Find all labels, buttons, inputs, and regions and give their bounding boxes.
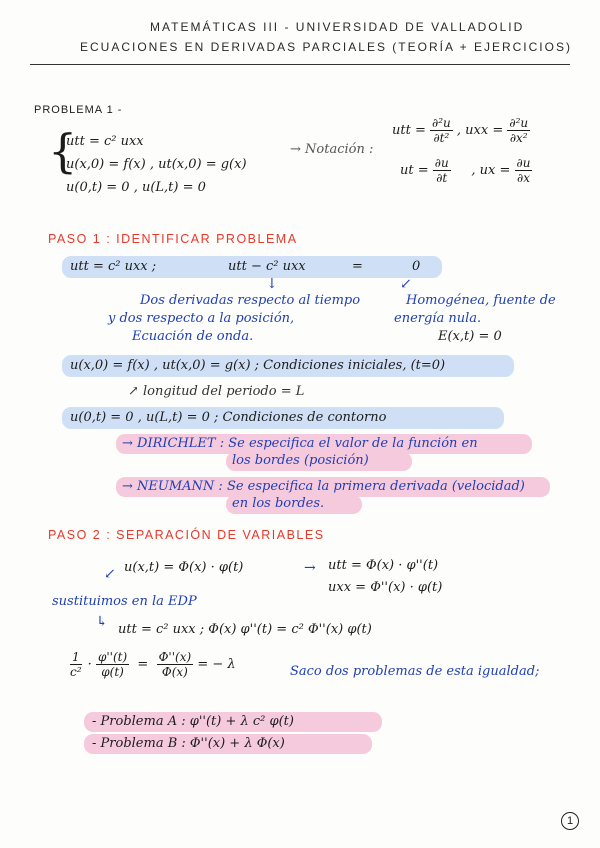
arrow-down-icon: ↓ <box>266 276 278 292</box>
dirichlet-line-1: → DIRICHLET : Se especifica el valor de la función en <box>122 436 478 451</box>
frac-num: 1 <box>71 650 80 664</box>
frac-num: φ''(t) <box>97 650 128 664</box>
paso1-line1-a: utt = c² uxx ; <box>70 259 157 274</box>
notation-ut <box>400 156 532 185</box>
notation-label: → Notación : <box>290 142 374 157</box>
notation-ux-lhs: , ux = <box>471 163 511 178</box>
note-right-3: E(x,t) = 0 <box>438 329 502 344</box>
equals-minus-lambda: = − λ <box>197 657 236 672</box>
frac-time-part <box>96 650 129 679</box>
frac-den: ∂x² <box>509 131 528 145</box>
paso1-line1-b: utt − c² uxx <box>228 259 306 274</box>
arrow-down-left-icon: ↙ <box>400 276 412 292</box>
notation-utt <box>392 116 530 145</box>
notation-uxx-lhs: , uxx = <box>456 123 504 138</box>
note-right-1: Homogénea, fuente de <box>406 293 556 308</box>
note-left-2: y dos respecto a la posición, <box>108 311 295 326</box>
problem-eq-3: u(0,t) = 0 , u(L,t) = 0 <box>66 180 206 195</box>
separation-uxx: uxx = Φ''(x) · φ(t) <box>328 580 443 595</box>
notation-utt-lhs: utt = <box>392 123 426 138</box>
frac-den: ∂t² <box>433 131 450 145</box>
frac-den: ∂x <box>516 171 530 185</box>
problem-b: - Problema B : Φ''(x) + λ Φ(x) <box>92 736 285 751</box>
curved-arrow-icon: ↙ <box>104 566 116 582</box>
curved-arrow-right-icon: ↳ <box>96 614 108 630</box>
dirichlet-line-2: los bordes (posición) <box>232 453 369 468</box>
separation-ansatz: u(x,t) = Φ(x) · φ(t) <box>124 560 244 575</box>
substitution-line: utt = c² uxx ; Φ(x) φ''(t) = c² Φ''(x) φ(t) <box>118 622 372 637</box>
frac-num: ∂²u <box>509 116 529 130</box>
problem-eq-1: utt = c² uxx <box>66 134 144 149</box>
note-left-1: Dos derivadas respecto al tiempo <box>140 293 361 308</box>
notation-ut-lhs: ut = <box>400 163 429 178</box>
problem-eq-2: u(x,0) = f(x) , ut(x,0) = g(x) <box>66 157 247 172</box>
neumann-line-1: → NEUMANN : Se especifica la primera derivada (velocidad) <box>122 479 525 494</box>
problem-title: PROBLEMA 1 - <box>34 104 123 116</box>
frac-num: ∂²u <box>432 116 451 130</box>
period-note: ↗ longitud del periodo = L <box>128 384 305 399</box>
neumann-line-2: en los bordes. <box>232 496 325 511</box>
quotient-equation: $\frac{1}{\text{c²}}$ · $\frac{\varphi''(t)}{\varphi(t)}$ = $\frac{\Phi''(x)}{\Phi(x)}$ = − λ <box>70 650 236 679</box>
notation-ut-frac <box>433 156 451 185</box>
frac-num: Φ''(x) <box>158 650 192 664</box>
two-problems-note: Saco dos problemas de esta igualdad; <box>290 664 540 679</box>
paso1-line1-c: = <box>352 259 363 274</box>
notation-utt-frac <box>430 116 453 145</box>
paso1-line1-d: 0 <box>412 259 421 274</box>
note-right-2: energía nula. <box>394 311 482 326</box>
problem-a: - Problema A : φ''(t) + λ c² φ(t) <box>92 714 294 729</box>
header-rule <box>30 64 570 65</box>
substitute-note: sustituimos en la EDP <box>52 594 197 609</box>
page-number: 1 <box>561 812 579 830</box>
frac-one-over-c2 <box>68 650 84 679</box>
initial-conditions-line: u(x,0) = f(x) , ut(x,0) = g(x) ; Condiciones iniciales, (t=0) <box>70 358 446 373</box>
header-line-1: MATEMÁTICAS III - UNIVERSIDAD DE VALLADOLID <box>150 20 525 34</box>
frac-den: ∂t <box>436 171 448 185</box>
note-left-3: Ecuación de onda. <box>132 329 254 344</box>
frac-space-part <box>157 650 194 679</box>
notation-uxx-frac <box>507 116 530 145</box>
boundary-conditions-line: u(0,t) = 0 , u(L,t) = 0 ; Condiciones de contorno <box>70 410 387 425</box>
separation-utt: utt = Φ(x) · φ''(t) <box>328 558 439 573</box>
paso1-title: PASO 1 : IDENTIFICAR PROBLEMA <box>48 232 298 246</box>
frac-den: c² <box>70 665 82 679</box>
frac-den: φ(t) <box>101 665 124 679</box>
frac-num: ∂u <box>434 156 449 170</box>
header-line-2: ECUACIONES EN DERIVADAS PARCIALES (TEORÍA + EJERCICIOS) <box>80 40 572 54</box>
arrow-right-icon: → <box>304 560 316 576</box>
notation-ux-frac <box>515 156 533 185</box>
paso2-title: PASO 2 : SEPARACIÓN DE VARIABLES <box>48 528 325 542</box>
frac-den: Φ(x) <box>161 665 188 679</box>
system-brace: { <box>48 124 78 178</box>
frac-num: ∂u <box>516 156 531 170</box>
